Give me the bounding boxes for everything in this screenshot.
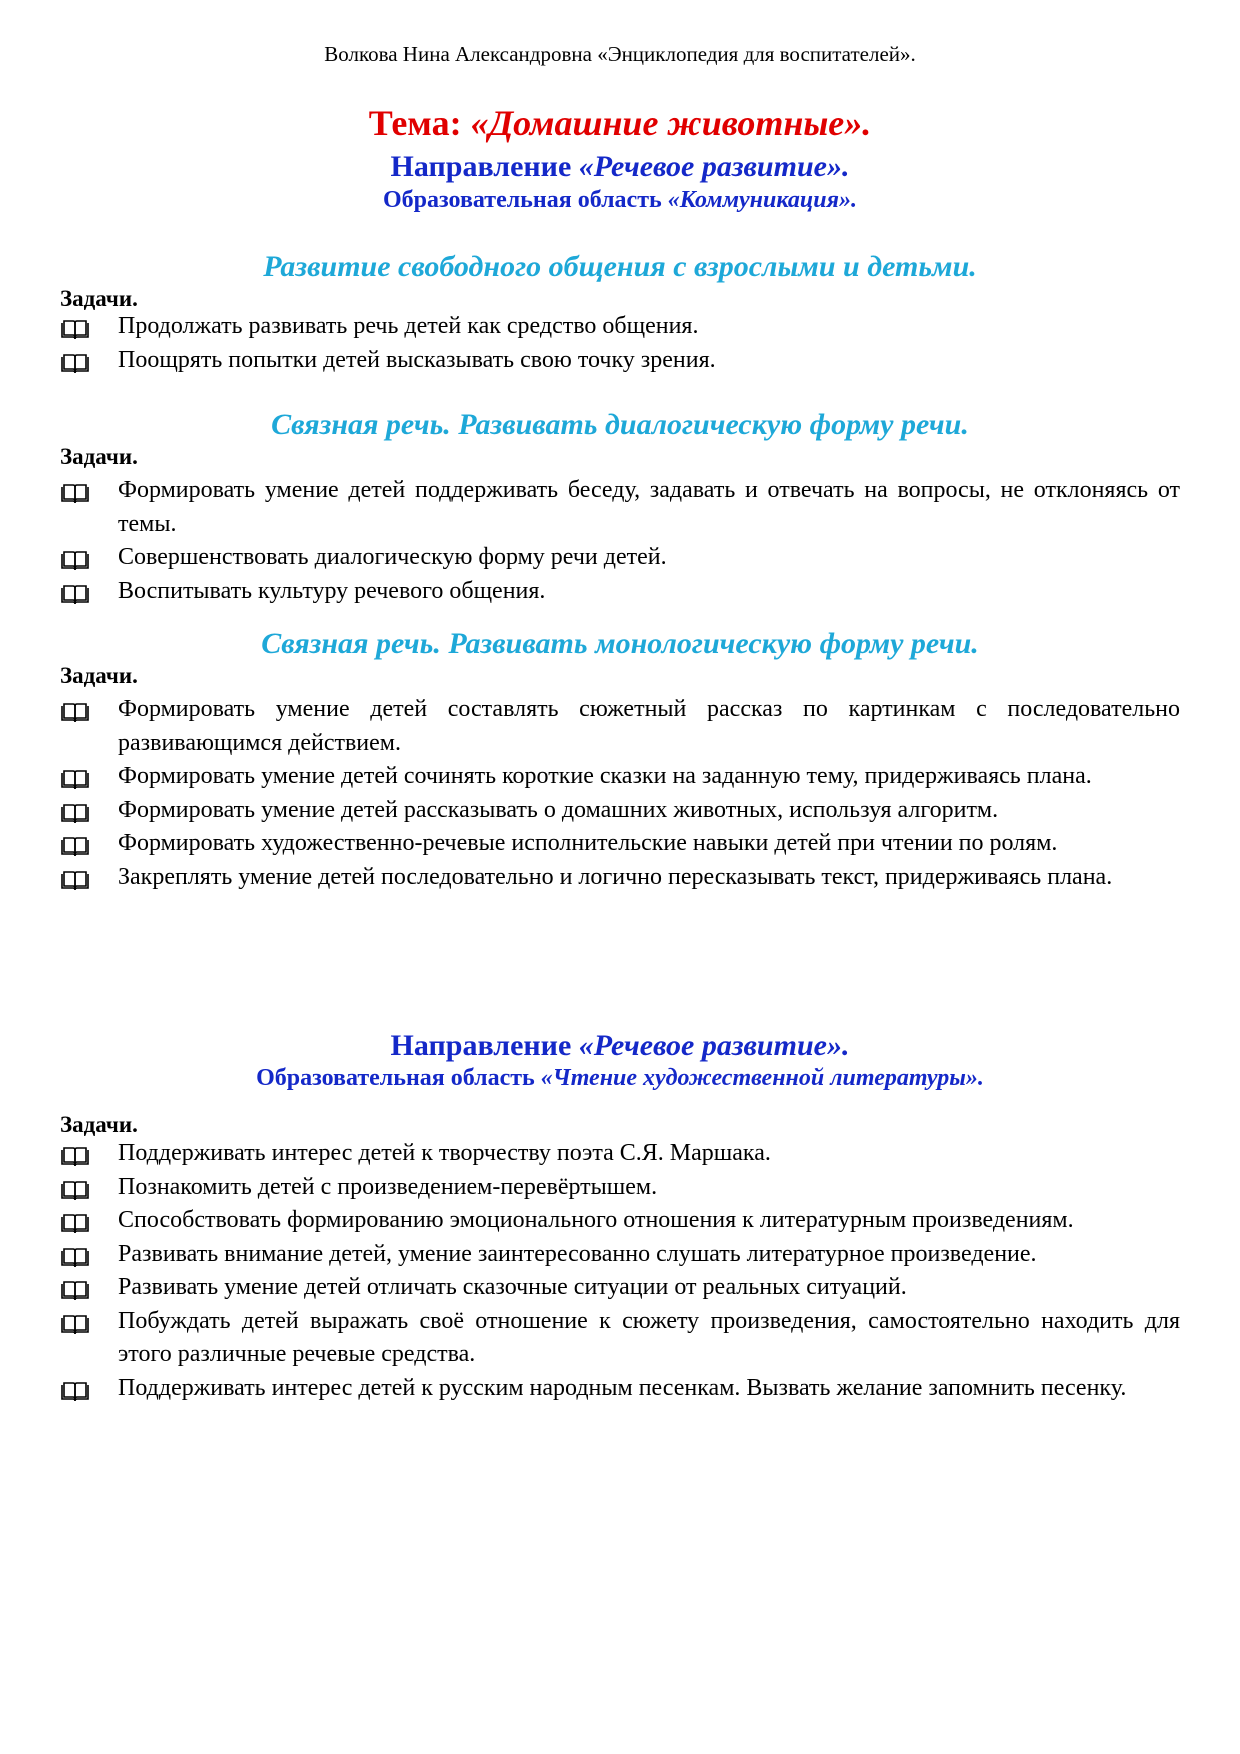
direction-label: Направление [390, 1029, 572, 1062]
task-item [60, 1171, 1180, 1205]
task-item [60, 1204, 1180, 1238]
task-text: Развивать внимание детей, умение заинтересованно слушать литературное произведение. [118, 1240, 1037, 1267]
task-text: Поощрять попытки детей высказывать свою точку зрения. [118, 346, 716, 373]
document-header: Волкова Нина Александровна «Энциклопедия для воспитателей». [324, 42, 916, 66]
direction-heading-2 [60, 1029, 1180, 1063]
direction-heading-1 [60, 150, 1180, 184]
task-text: Поддерживать интерес детей к творчеству поэта С.Я. Маршака. [118, 1140, 771, 1166]
task-item [60, 1238, 1180, 1272]
task-item [60, 1271, 1180, 1305]
open-book-icon [60, 1177, 90, 1197]
task-list-4 [60, 1137, 1180, 1405]
tasks-label: Задачи. [60, 286, 138, 311]
open-book-icon [60, 350, 90, 370]
task-text: Способствовать формированию эмоционального отношения к литературным произведениям. [118, 1207, 1074, 1233]
task-item [60, 1372, 1180, 1406]
area-heading-2 [60, 1065, 1180, 1092]
task-text: Совершенствовать диалогическую форму речи детей. [118, 544, 667, 570]
open-book-icon [60, 1244, 90, 1264]
topic-label: Тема: [368, 103, 462, 143]
task-text: Формировать умение детей поддерживать беседу, задавать и отвечать на вопросы, не отклоняясь от темы. [118, 477, 1180, 537]
task-list-3 [60, 693, 1180, 894]
task-item [60, 474, 1180, 541]
task-text: Развивать умение детей отличать сказочные ситуации от реальных ситуаций. [118, 1274, 907, 1300]
open-book-icon [60, 833, 90, 853]
task-text: Формировать умение детей составлять сюжетный рассказ по картинкам с последовательно развивающимся действием. [118, 696, 1180, 756]
area-label: Образовательная область [383, 187, 662, 213]
task-text: Формировать умение детей сочинять короткие сказки на заданную тему, придерживаясь плана. [118, 763, 1092, 789]
open-book-icon [60, 1210, 90, 1230]
task-item [60, 760, 1180, 794]
open-book-icon [60, 1277, 90, 1297]
direction-label: Направление [390, 150, 572, 183]
task-text: Формировать умение детей рассказывать о домашних животных, используя алгоритм. [118, 796, 999, 823]
task-text: Закреплять умение детей последовательно и логично пересказывать текст, придерживаясь плана. [118, 863, 1113, 890]
area-value: «Коммуникация». [667, 187, 857, 213]
topic-value: «Домашние животные». [470, 103, 872, 143]
task-item [60, 575, 1180, 609]
open-book-icon [60, 581, 90, 601]
open-book-icon [60, 1378, 90, 1398]
subsection-title-3: Связная речь. Развивать монологическую форму речи. [261, 627, 979, 660]
task-item [60, 794, 1180, 828]
task-list-1 [60, 310, 1180, 377]
task-text: Поддерживать интерес детей к русским народным песенкам. Вызвать желание запомнить песенку. [118, 1374, 1127, 1401]
subsection-title-1: Развитие свободного общения с взрослыми и детьми. [263, 250, 977, 283]
open-book-icon [60, 1143, 90, 1163]
open-book-icon [60, 316, 90, 336]
task-text: Побуждать детей выражать своё отношение к сюжету произведения, самостоятельно находить для этого различные речевые средства. [118, 1307, 1180, 1367]
topic-title [60, 102, 1180, 144]
task-item [60, 861, 1180, 895]
task-text: Воспитывать культуру речевого общения. [118, 577, 546, 604]
task-item [60, 827, 1180, 861]
task-item [60, 1305, 1180, 1372]
open-book-icon [60, 800, 90, 820]
area-value: «Чтение художественной литературы». [540, 1065, 984, 1091]
task-text: Познакомить детей с произведением-перевёртышем. [118, 1173, 658, 1200]
subsection-title-2: Связная речь. Развивать диалогическую форму речи. [271, 408, 969, 441]
task-text: Продолжать развивать речь детей как средство общения. [118, 313, 699, 339]
task-list-2 [60, 474, 1180, 608]
open-book-icon [60, 480, 90, 500]
task-text: Формировать художественно-речевые исполнительские навыки детей при чтении по ролям. [118, 830, 1058, 856]
open-book-icon [60, 1311, 90, 1331]
task-item [60, 310, 1180, 344]
open-book-icon [60, 547, 90, 567]
area-heading-1 [60, 187, 1180, 214]
tasks-label: Задачи. [60, 663, 138, 688]
tasks-label: Задачи. [60, 444, 138, 469]
task-item [60, 693, 1180, 760]
open-book-icon [60, 699, 90, 719]
task-item [60, 344, 1180, 378]
direction-value: «Речевое развитие». [578, 1029, 850, 1062]
area-label: Образовательная область [256, 1065, 535, 1091]
open-book-icon [60, 766, 90, 786]
task-item [60, 1137, 1180, 1171]
direction-value: «Речевое развитие». [578, 150, 850, 183]
task-item [60, 541, 1180, 575]
tasks-label: Задачи. [60, 1112, 138, 1137]
open-book-icon [60, 867, 90, 887]
